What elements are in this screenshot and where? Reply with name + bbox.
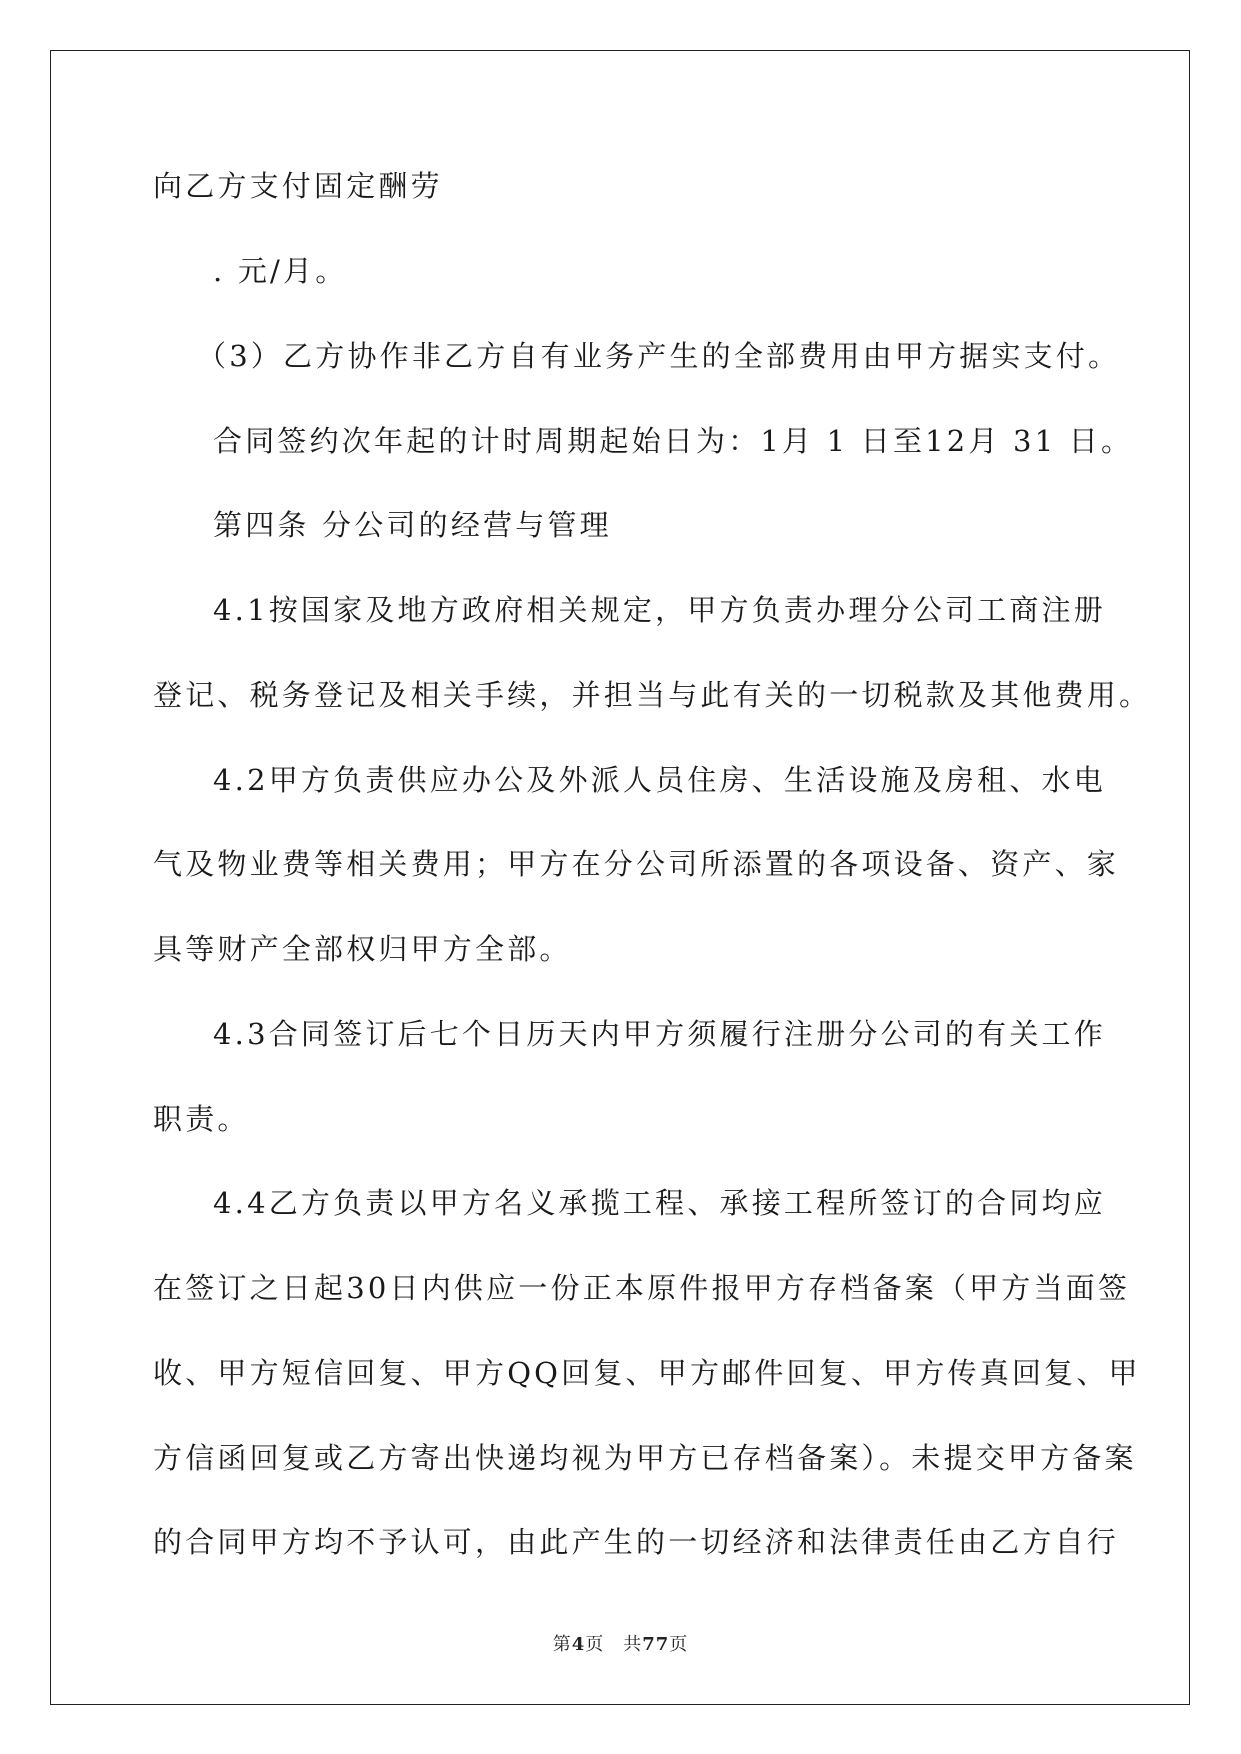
footer-prefix: 第 [552, 1634, 572, 1655]
footer-suffix: 页 [669, 1634, 689, 1655]
text-line-9: 气及物业费等相关费用；甲方在分公司所添置的各项设备、资产、家 [153, 847, 1120, 881]
total-pages: 77 [642, 1634, 670, 1655]
page-number: 4 [571, 1634, 586, 1655]
text-line-6: 4.1按国家及地方政府相关规定，甲方负责办理分公司工商注册 [213, 593, 1106, 627]
article-heading: 第四条 分公司的经营与管理 [213, 508, 612, 542]
text-line-3: （3）乙方协作非乙方自有业务产生的全部费用由甲方据实支付。 [197, 339, 1121, 373]
text-line-2: . 元/月。 [213, 254, 348, 288]
text-line-14: 在签订之日起30日内供应一份正本原件报甲方存档备案（甲方当面签 [153, 1271, 1131, 1305]
text-line-7: 登记、税务登记及相关手续，并担当与此有关的一切税款及其他费用。 [153, 678, 1152, 712]
text-line-15: 收、甲方短信回复、甲方QQ回复、甲方邮件回复、甲方传真回复、甲 [153, 1356, 1141, 1390]
text-line-8: 4.2甲方负责供应办公及外派人员住房、生活设施及房租、水电 [213, 763, 1106, 797]
text-line-13: 4.4乙方负责以甲方名义承揽工程、承接工程所签订的合同均应 [213, 1186, 1106, 1220]
text-line-12: 职责。 [153, 1102, 250, 1136]
text-line-1: 向乙方支付固定酬劳 [153, 169, 443, 203]
text-line-16: 方信函回复或乙方寄出快递均视为甲方已存档备案）。未提交甲方备案 [153, 1441, 1137, 1475]
text-line-4: 合同签约次年起的计时周期起始日为：1月 1 日至12月 31 日。 [213, 424, 1134, 458]
footer-mid: 页 共 [585, 1634, 643, 1655]
text-line-11: 4.3合同签订后七个日历天内甲方须履行注册分公司的有关工作 [213, 1017, 1106, 1051]
text-line-17: 的合同甲方均不予认可，由此产生的一切经济和法律责任由乙方自行 [153, 1525, 1120, 1559]
page-footer [0, 1630, 1241, 1656]
text-line-10: 具等财产全部权归甲方全部。 [153, 932, 572, 966]
